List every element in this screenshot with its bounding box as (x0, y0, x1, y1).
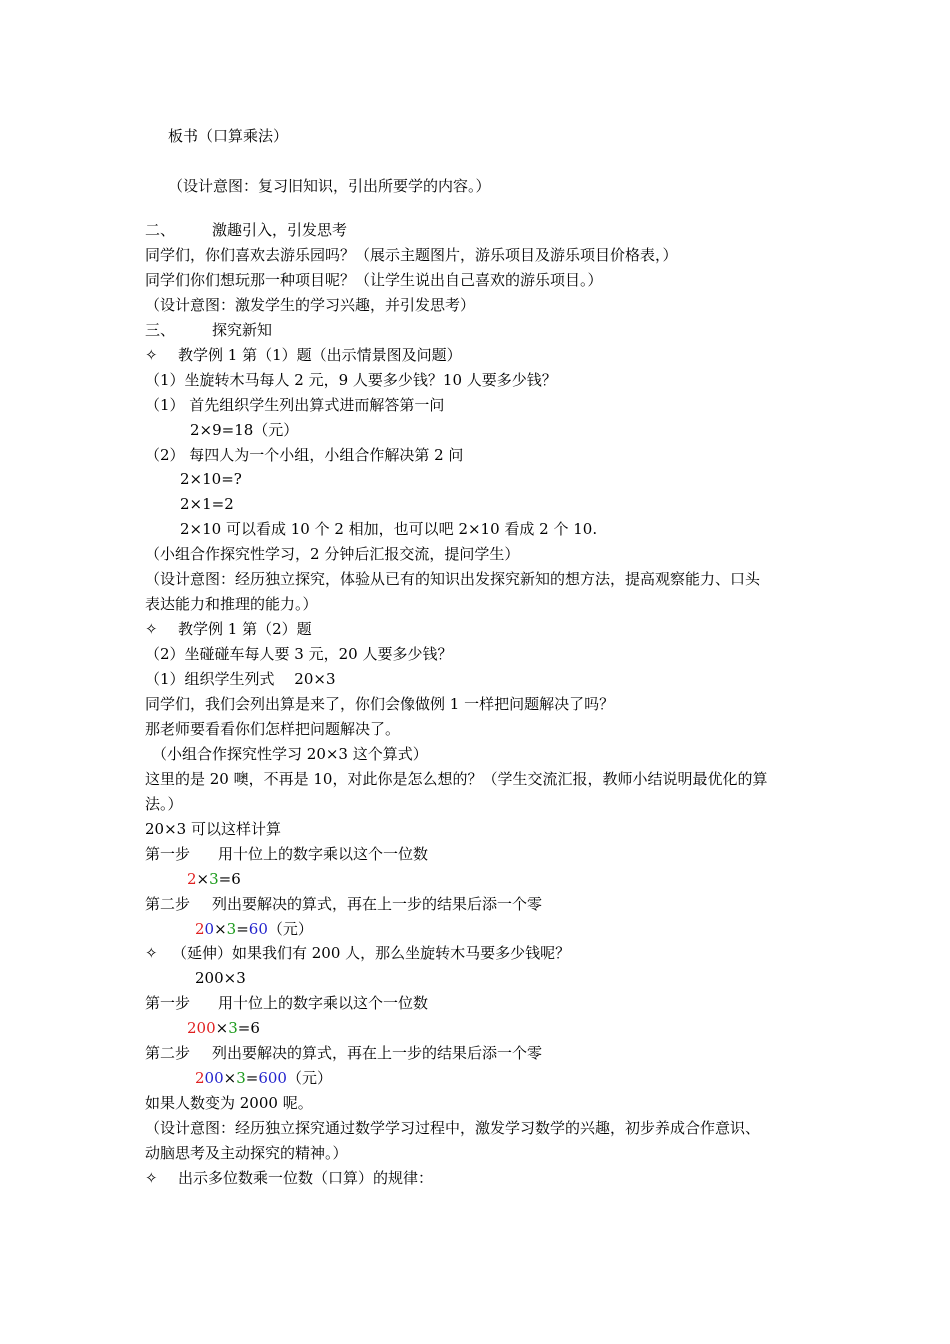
section-3-number: 三、 (145, 321, 176, 339)
formula-digit: 3 (236, 1069, 246, 1087)
formula-operator: × (215, 1019, 229, 1037)
example-1-formula-4: 2×10 可以看成 10 个 2 相加，也可以吧 2×10 看成 2 个 10. (180, 520, 598, 538)
formula-result: =6 (218, 870, 241, 888)
example-2-step-1: （1）组织学生列式 20×3 (145, 670, 336, 688)
section-2-number: 二、 (145, 221, 176, 239)
design-intent-1: （设计意图：复习旧知识，引出所要学的内容。） (168, 177, 491, 195)
example-2-text-3-line-1: 这里的是 20 噢，不再是 10，对此你是怎么想的？（学生交流汇报，教师小结说明最优化的算 (145, 770, 768, 788)
formula-unit: （元） (267, 920, 313, 938)
step-1-text: 用十位上的数字乘以这个一位数 (218, 845, 429, 863)
formula-digit: 2 (195, 1069, 205, 1087)
example-2-text-2: 那老师要看看你们怎样把问题解决了。 (145, 720, 401, 738)
extension-title: （延伸）如果我们有 200 人，那么坐旋转木马要多少钱呢？ (172, 944, 571, 962)
formula-operator: × (196, 870, 210, 888)
bullet-icon: ✧ (145, 944, 158, 962)
formula-digit: 3 (228, 1019, 238, 1037)
example-2-text-1: 同学们，我们会列出算是来了，你们会像做例 1 一样把问题解决了吗？ (145, 695, 615, 713)
extension-formula: 200×3 (195, 969, 246, 987)
example-1-step-2: （2） 每四人为一个小组，小组合作解决第 2 问 (145, 446, 464, 464)
formula-equals: = (236, 920, 249, 938)
board-title: 板书（口算乘法） (168, 127, 289, 145)
bullet-icon: ✧ (145, 620, 158, 638)
formula-digit: 0 (204, 920, 215, 938)
example-2-title: 教学例 1 第（2）题 (178, 620, 312, 638)
section-3-title: 探究新知 (212, 321, 273, 339)
design-intent-2-line-2: 表达能力和推理的能力。） (145, 595, 318, 613)
calc-a1-formula (187, 869, 241, 889)
formula-operator: × (223, 1069, 237, 1087)
formula-result: 600 (258, 1069, 287, 1087)
example-1-formula-2: 2×10=? (180, 470, 242, 488)
example-1-formula-3: 2×1=2 (180, 495, 234, 513)
step-2-text: 列出要解决的算式，再在上一步的结果后添一个零 (212, 895, 543, 913)
formula-digit: 2 (187, 870, 197, 888)
formula-equals: = (245, 1069, 259, 1087)
calc-b2-formula (195, 1068, 332, 1088)
section-2-line-2: 同学们你们想玩那一种项目呢？（让学生说出自己喜欢的游乐项目。） (145, 271, 603, 289)
bullet-icon: ✧ (145, 1169, 158, 1187)
change-question: 如果人数变为 2000 呢。 (145, 1094, 313, 1112)
calc-a2-formula (195, 919, 313, 939)
step-2-label: 第二步 (145, 1044, 191, 1062)
calc-title: 20×3 可以这样计算 (145, 820, 281, 838)
step-1-label: 第一步 (145, 845, 191, 863)
design-intent-3-line-1: （设计意图：经历独立探究通过数学学习过程中，激发学习数学的兴趣，初步养成合作意识、 (145, 1119, 761, 1137)
design-intent-2-line-1: （设计意图：经历独立探究，体验从已有的知识出发探究新知的想方法，提高观察能力、口头 (145, 570, 761, 588)
example-1-formula-1: 2×9=18（元） (190, 421, 299, 439)
example-2-group-work: （小组合作探究性学习 20×3 这个算式） (152, 745, 428, 763)
rule-title: 出示多位数乘一位数（口算）的规律： (178, 1169, 434, 1187)
formula-digit: 200 (187, 1019, 216, 1037)
formula-digit: 00 (204, 1069, 224, 1087)
formula-digit: 3 (209, 870, 219, 888)
example-1-step-1: （1） 首先组织学生列出算式进而解答第一问 (145, 396, 445, 414)
formula-result: 60 (248, 920, 268, 938)
example-2-question: （2）坐碰碰车每人要 3 元，20 人要多少钱？ (145, 645, 453, 663)
calc-b1-formula (187, 1018, 260, 1038)
section-2-title: 激趣引入，引发思考 (212, 221, 348, 239)
example-1-group-work: （小组合作探究性学习，2 分钟后汇报交流，提问学生） (145, 545, 520, 563)
formula-digit: 3 (226, 920, 237, 938)
step-1-text: 用十位上的数字乘以这个一位数 (218, 994, 429, 1012)
example-1-question: （1）坐旋转木马每人 2 元，9 人要多少钱？10 人要多少钱？ (145, 371, 557, 389)
design-intent-3-line-2: 动脑思考及主动探究的精神。） (145, 1144, 348, 1162)
section-2-intent: （设计意图：激发学生的学习兴趣，并引发思考） (145, 296, 476, 314)
step-2-label: 第二步 (145, 895, 191, 913)
bullet-icon: ✧ (145, 346, 158, 364)
section-2-line-1: 同学们，你们喜欢去游乐园吗？（展示主题图片，游乐项目及游乐项目价格表，） (145, 246, 678, 264)
formula-digit: 2 (195, 920, 205, 938)
example-1-title: 教学例 1 第（1）题（出示情景图及问题） (178, 346, 462, 364)
formula-result: =6 (237, 1019, 260, 1037)
example-2-text-3-line-2: 法。） (145, 795, 183, 813)
step-1-label: 第一步 (145, 994, 191, 1012)
formula-operator: × (214, 920, 227, 938)
formula-unit: （元） (286, 1069, 332, 1087)
step-2-text: 列出要解决的算式，再在上一步的结果后添一个零 (212, 1044, 543, 1062)
